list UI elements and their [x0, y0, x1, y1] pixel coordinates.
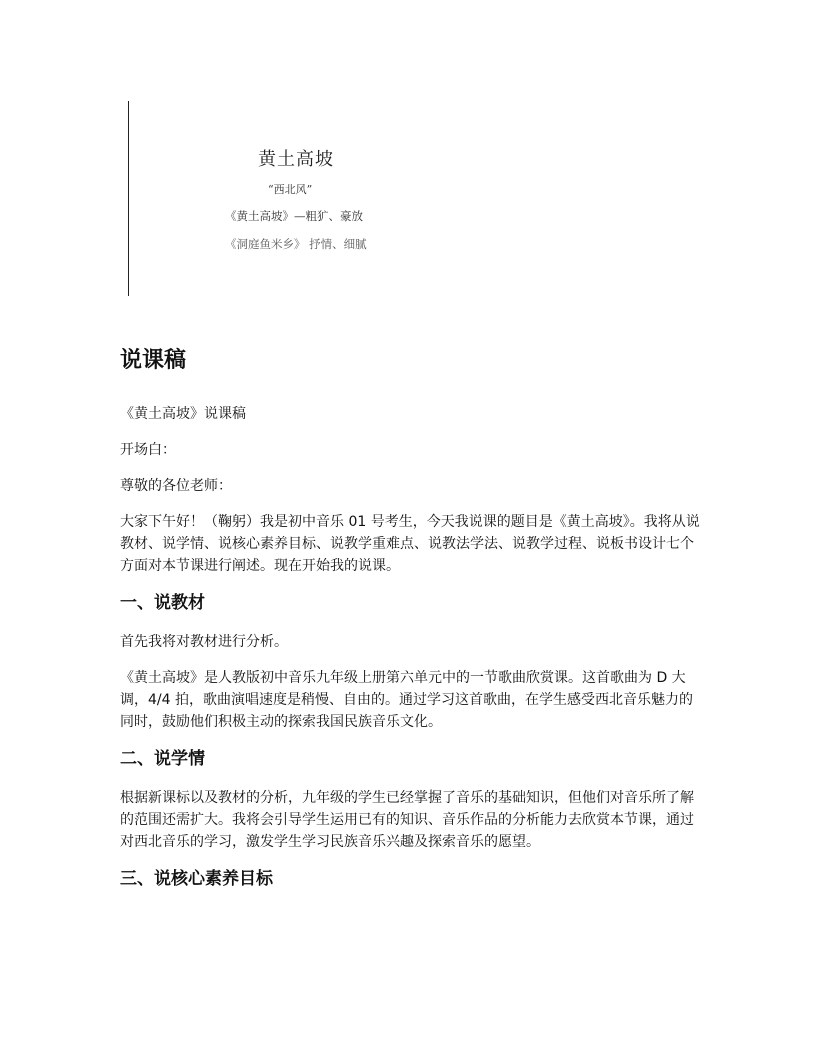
doc-subtitle: 《黄土高坡》说课稿	[120, 406, 246, 422]
intro-paragraph: 大家下午好！（鞠躬）我是初中音乐 01 号考生，今天我说课的题目是《黄土高坡》。我将从说教材、说学情、说核心素养目标、说教学重难点、说教法学法、说教学过程、说板书设计七个方面对本节课进行阐述。现在开始我的说课。	[120, 514, 700, 574]
board-line-song2: 《洞庭鱼米乡》 抒情、细腻	[225, 237, 367, 251]
document-body	[120, 345, 700, 907]
section-heading-students: 二、说学情	[120, 749, 205, 769]
board-line-song1: 《黄土高坡》—粗犷、豪放	[225, 209, 363, 223]
textbook-paragraph-1: 首先我将对教材进行分析。	[120, 634, 288, 650]
board-line-style: “西北风”	[268, 183, 313, 196]
blackboard-design-image	[128, 101, 428, 296]
textbook-paragraph-2: 《黄土高坡》是人教版初中音乐九年级上册第六单元中的一节歌曲欣赏课。这首歌曲为 D 大调，4/4 拍，歌曲演唱速度是稍慢、自由的。通过学习这首歌曲，在学生感受西北音乐魅力的同时，鼓励他们积极主动的探索我国民族音乐文化。	[120, 670, 693, 730]
board-title: 黄土高坡	[258, 149, 334, 170]
students-paragraph: 根据新课标以及教材的分析，九年级的学生已经掌握了音乐的基础知识，但他们对音乐所了解的范围还需扩大。我将会引导学生运用已有的知识、音乐作品的分析能力去欣赏本节课，通过对西北音乐的学习，激发学生学习民族音乐兴趣及探索音乐的愿望。	[120, 790, 694, 850]
section-heading-textbook: 一、说教材	[120, 593, 205, 613]
opening-label: 开场白：	[120, 442, 176, 458]
section-heading-goals: 三、说核心素养目标	[120, 869, 273, 889]
board-divider-line	[128, 101, 129, 296]
document-heading: 说课稿	[120, 348, 187, 373]
greeting: 尊敬的各位老师：	[120, 478, 232, 494]
